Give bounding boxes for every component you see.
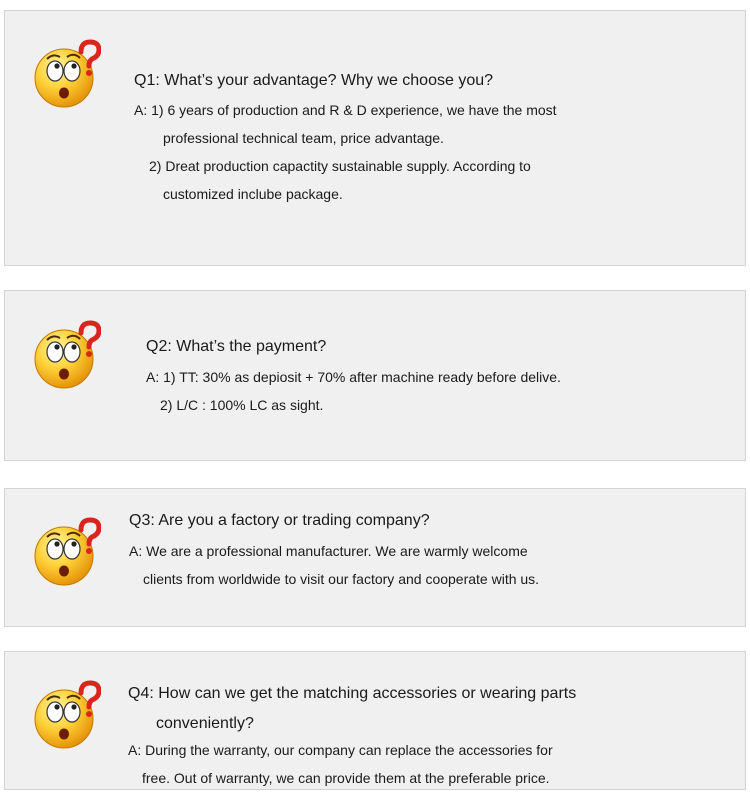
faq-question-line: conveniently?	[156, 715, 254, 732]
thinking-face-question-icon	[31, 679, 101, 751]
faq-answer-line: professional technical team, price advantage.	[163, 130, 444, 146]
faq-answer-line: A: We are a professional manufacturer. We are warmly welcome	[129, 543, 528, 559]
faq-answer-line: A: 1) 6 years of production and R & D experience, we have the most	[134, 102, 557, 118]
faq-card-3	[4, 488, 746, 627]
faq-question	[128, 679, 576, 739]
faq-question: Q3: Are you a factory or trading company?	[129, 512, 430, 529]
faq-answer-line: customized inclube package.	[163, 186, 343, 202]
faq-answer-line: 2) Dreat production capactity sustainable supply. According to	[149, 158, 531, 174]
thinking-face-question-icon	[31, 38, 101, 110]
faq-answer	[146, 363, 561, 419]
thinking-face-question-icon	[31, 319, 101, 391]
faq-card-4	[4, 651, 746, 790]
faq-answer-line: A: 1) TT: 30% as depiosit + 70% after machine ready before delive.	[146, 369, 561, 385]
faq-answer	[134, 96, 557, 208]
faq-answer	[128, 736, 553, 792]
faq-answer-line: clients from worldwide to visit our factory and cooperate with us.	[143, 571, 540, 587]
faq-card-1	[4, 10, 746, 266]
faq-card-2	[4, 290, 746, 461]
faq-question: Q1: What’s your advantage? Why we choose you?	[134, 72, 494, 89]
faq-answer-line: free. Out of warranty, we can provide them at the preferable price.	[142, 770, 550, 786]
faq-answer-line: 2) L/C : 100% LC as sight.	[160, 397, 324, 413]
faq-answer-line: A: During the warranty, our company can replace the accessories for	[128, 742, 553, 758]
faq-question-line: Q4: How can we get the matching accessories or wearing parts	[128, 685, 577, 702]
faq-answer	[129, 537, 539, 593]
thinking-face-question-icon	[31, 516, 101, 588]
faq-question: Q2: What’s the payment?	[146, 338, 327, 355]
